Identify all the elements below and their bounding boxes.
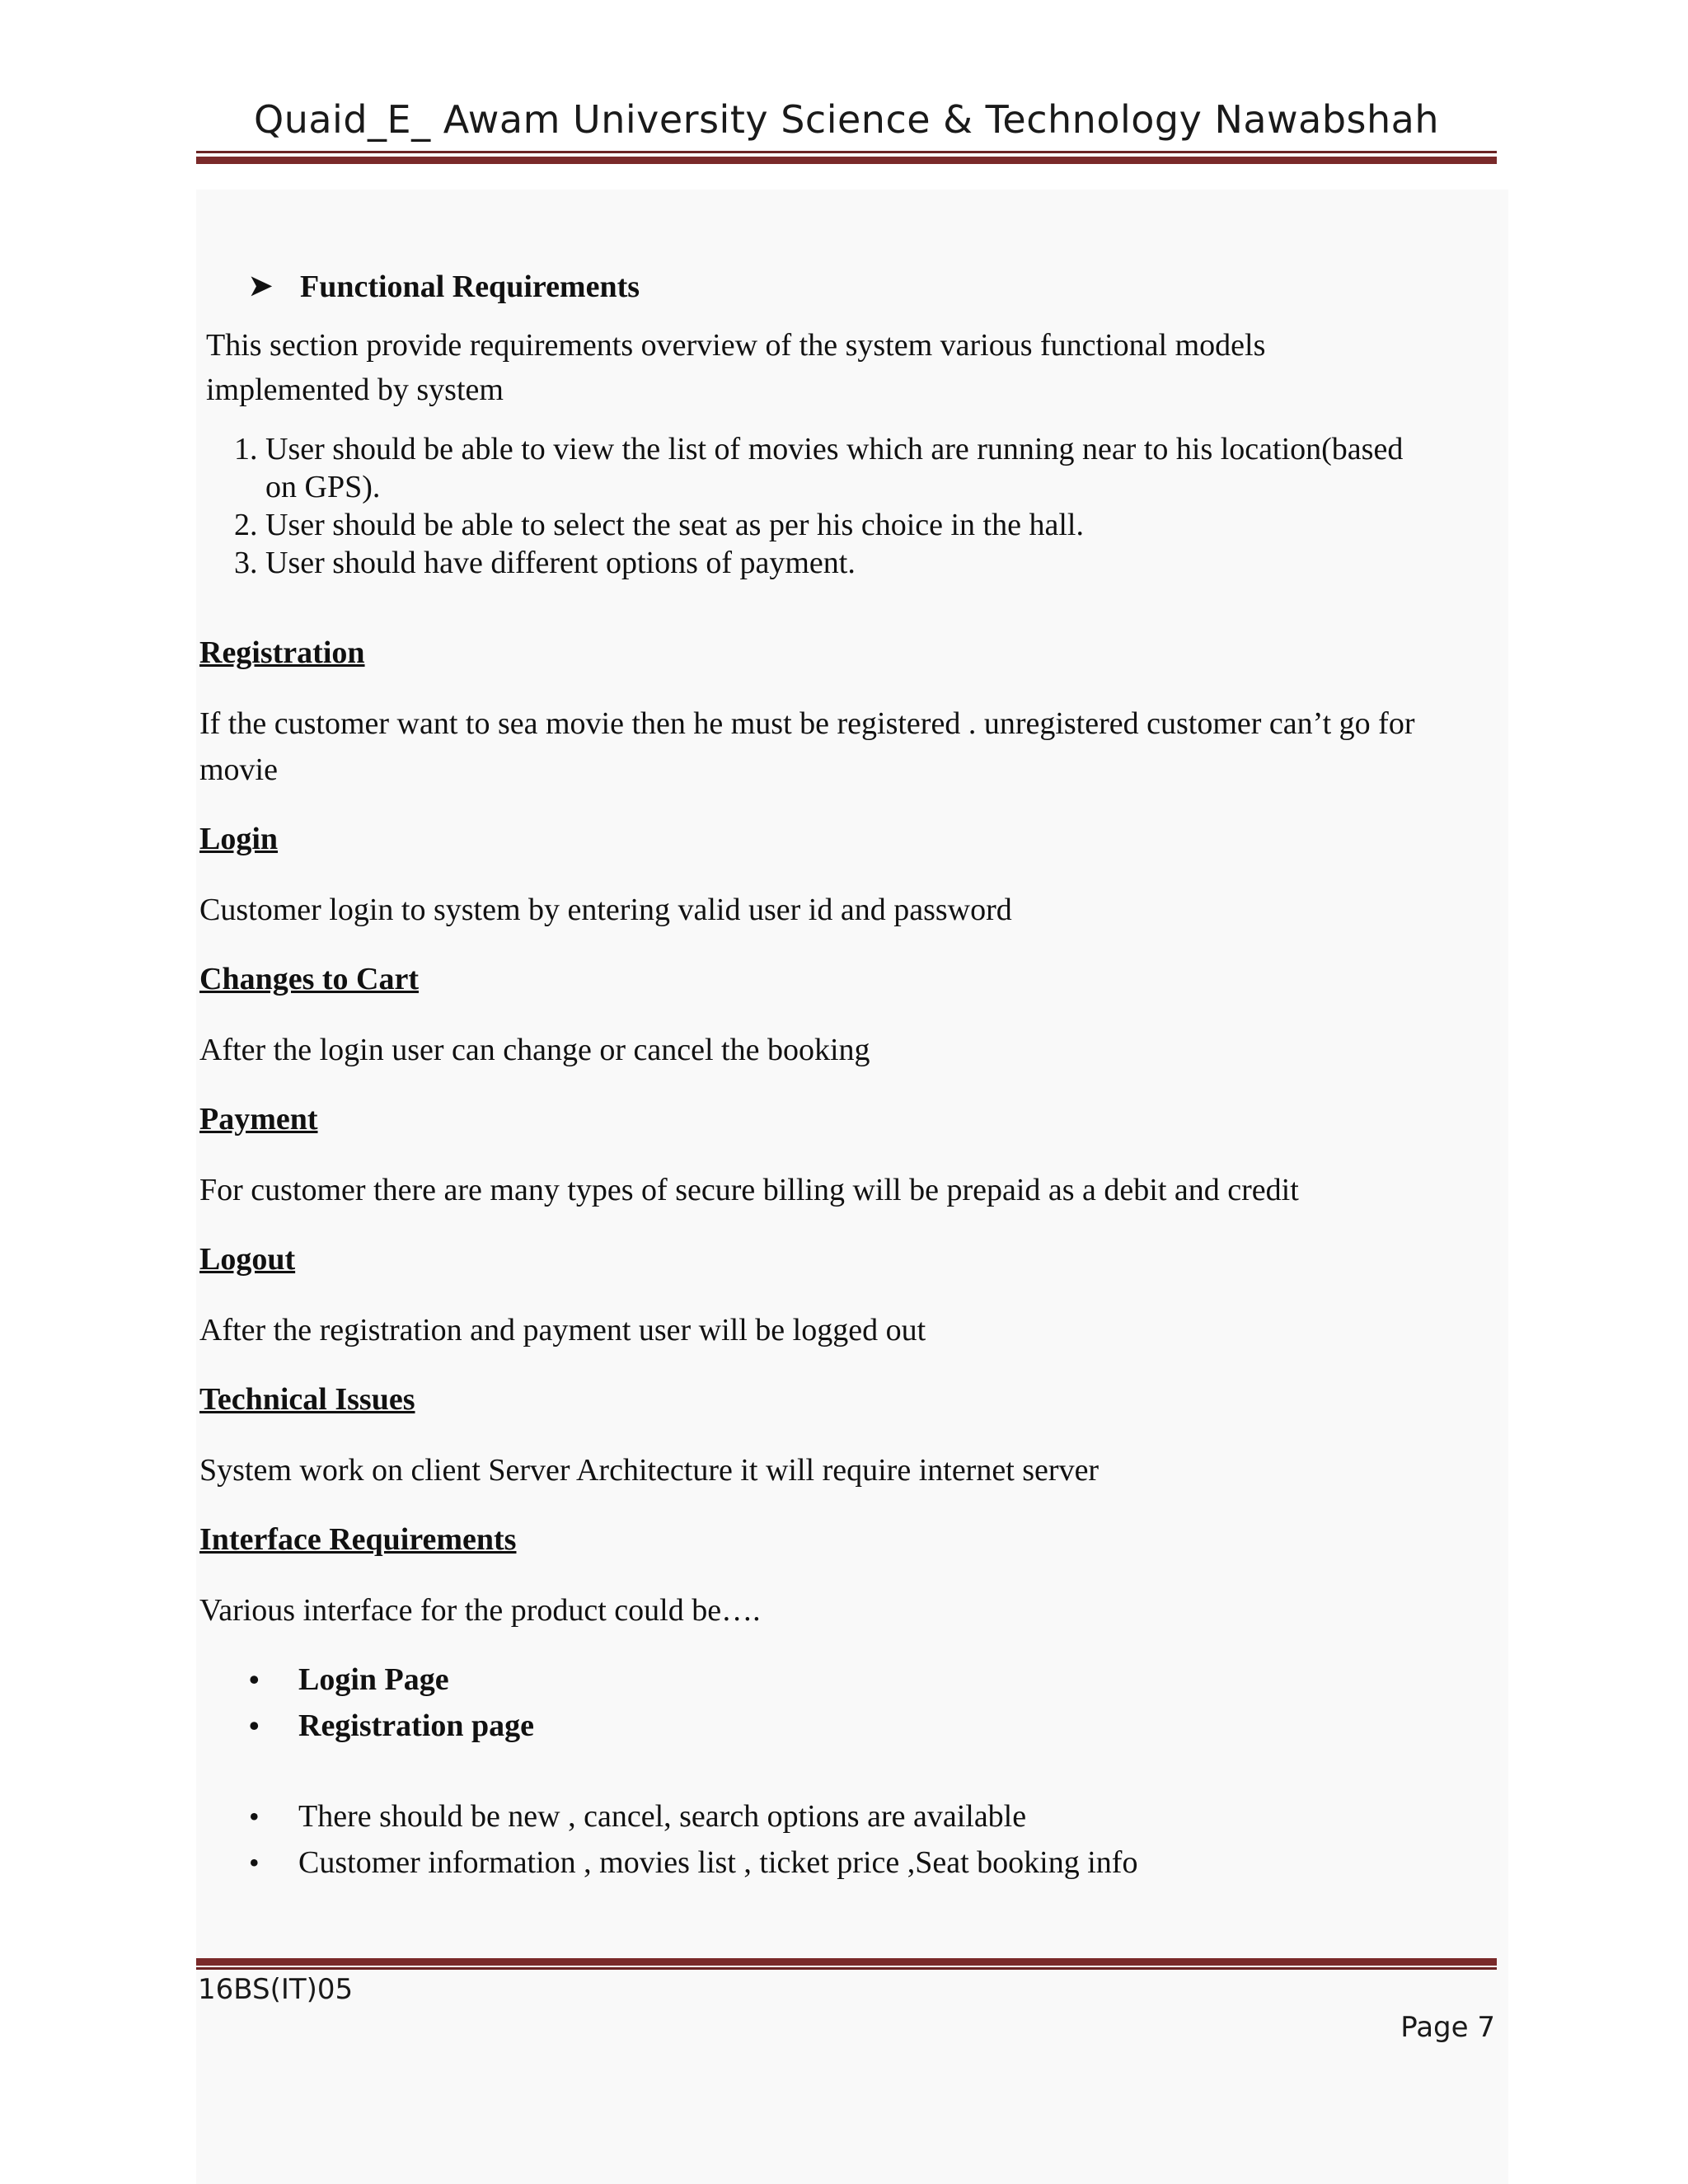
- section-text: System work on client Server Architecture it will require internet server: [199, 1453, 1100, 1488]
- document-body: [199, 264, 1493, 1886]
- list-item: • Customer information , movies list , ticket price ,Seat booking info: [298, 1840, 1493, 1886]
- header-rule-thick: [196, 157, 1497, 164]
- section-payment: [199, 1096, 1493, 1213]
- section-title: Interface Requirements: [199, 1522, 517, 1557]
- section-text: If the customer want to sea movie then he must be registered . unregistered customer can’t go for movie: [199, 706, 1415, 787]
- section-text: After the registration and payment user will be logged out: [199, 1313, 926, 1347]
- header-title: Quaid_E_ Awam University Science & Technology Nawabshah: [253, 97, 1440, 142]
- interface-notes-list: [199, 1793, 1493, 1886]
- section-title: Technical Issues: [199, 1382, 415, 1417]
- heading-text: Functional Requirements: [300, 269, 640, 304]
- list-item: • There should be new , cancel, search options are available: [298, 1793, 1493, 1840]
- footer-rule-thick: [196, 1958, 1497, 1966]
- list-item: 1. User should be able to view the list of movies which are running near to his location(based on GPS).: [265, 430, 1436, 506]
- footer-document-code: 16BS(IT)05: [198, 1973, 354, 2006]
- section-text: For customer there are many types of secure billing will be prepaid as a debit and credit: [199, 1173, 1299, 1207]
- section-text: Various interface for the product could be….: [199, 1593, 761, 1628]
- section-text: After the login user can change or cancel the booking: [199, 1033, 870, 1067]
- list-item: 2. User should be able to select the seat as per his choice in the hall.: [265, 506, 1436, 544]
- section-title: Logout: [199, 1242, 296, 1277]
- section-title: Login: [199, 822, 279, 856]
- functional-requirements-heading: [249, 264, 1493, 310]
- section-title: Changes to Cart: [199, 962, 419, 996]
- section-title: Payment: [199, 1102, 318, 1137]
- header-rule-thin: [196, 151, 1497, 153]
- section-text: Customer login to system by entering valid user id and password: [199, 893, 1012, 927]
- functional-intro: This section provide requirements overview of the system various functional models implemented by system: [206, 328, 1266, 407]
- section-interface-requirements: [199, 1516, 1493, 1633]
- section-logout: [199, 1236, 1493, 1353]
- section-login: [199, 816, 1493, 933]
- list-item: 3. User should have different options of payment.: [265, 544, 1436, 582]
- list-item: • Login Page: [298, 1657, 1493, 1703]
- interface-pages-list: [199, 1657, 1493, 1749]
- section-technical-issues: [199, 1376, 1493, 1493]
- footer-page-number: Page 7: [1400, 2011, 1495, 2044]
- requirements-list: [199, 430, 1436, 582]
- section-title: Registration: [199, 635, 365, 670]
- section-registration: [199, 630, 1493, 793]
- footer-rule-thin: [196, 1967, 1497, 1970]
- list-item: • Registration page: [298, 1703, 1493, 1749]
- arrow-bullet-icon: ➤: [249, 271, 273, 302]
- section-changes-to-cart: [199, 956, 1493, 1073]
